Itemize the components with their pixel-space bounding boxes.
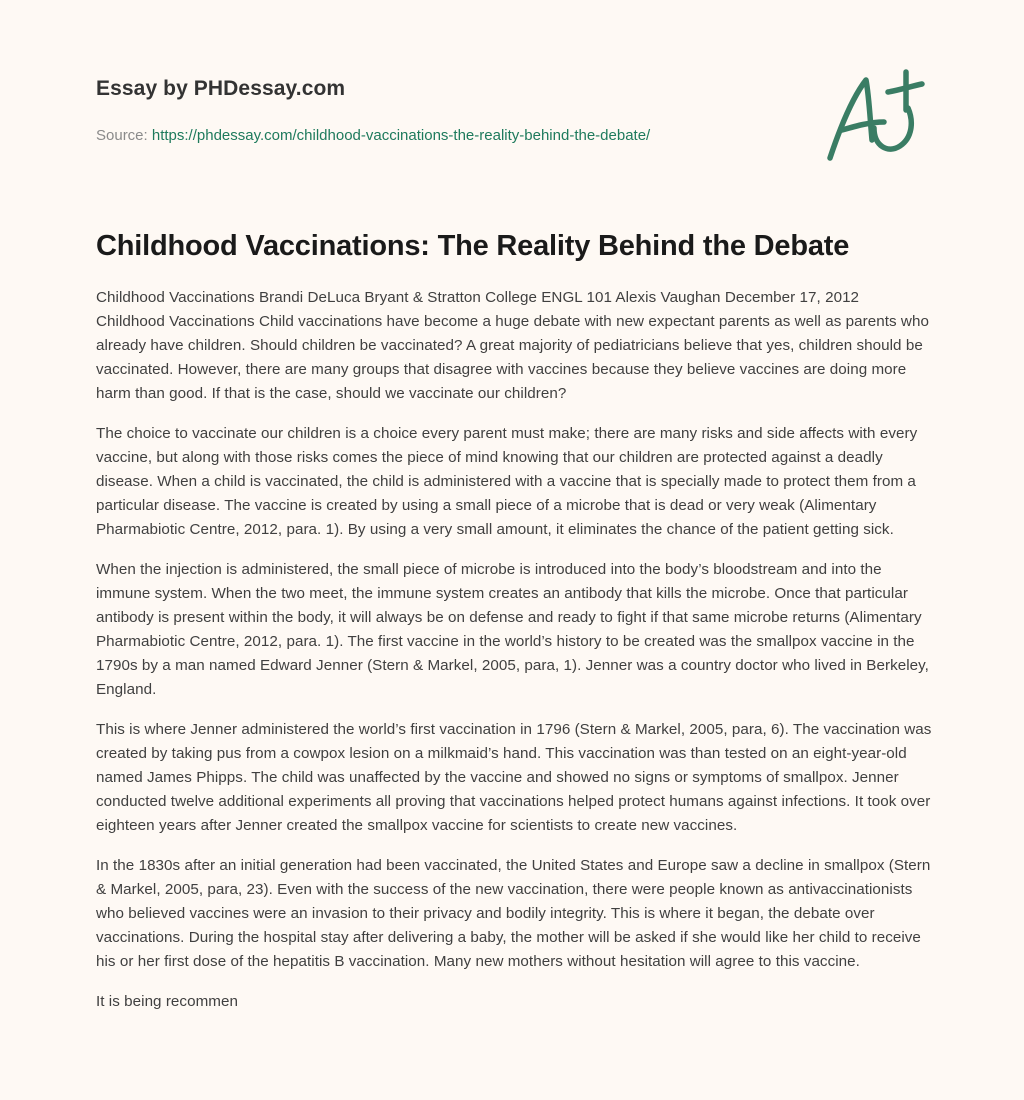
essay-paragraph: When the injection is administered, the small piece of microbe is introduced into the body’s bloodstream and into the immune system. When the two meet, the immune system creates an antibody that kills the microbe. Once that particular antibody is present within the body, it will always be on defense and ready to fight if that same microbe returns (Alimentary Pharmabiotic Centre, 2012, para. 1). The first vaccine in the world’s history to be created was the smallpox vaccine in the 1790s by a man named Edward Jenner (Stern & Markel, 2005, para, 1). Jenner was a country doctor who lived in Berkeley, England. [96, 561, 929, 698]
a-plus-grade-icon [822, 66, 930, 166]
essay-paragraph: In the 1830s after an initial generation had been vaccinated, the United States and Europe saw a decline in smallpox (Stern & Markel, 2005, para, 23). Even with the success of the new vaccination, there were people known as antivaccinationists who believed vaccines were an invasion to their privacy and bodily integrity. This is where it began, the debate over vaccinations. During the hospital stay after delivering a baby, the mother will be asked if she would like her child to receive his or her first dose of the hepatitis B vaccination. Many new mothers without hesitation will agree to this vaccine. [96, 857, 931, 970]
source-link[interactable]: https://phdessay.com/childhood-vaccinations-the-reality-behind-the-debate/ [151, 127, 651, 144]
essay-body [96, 286, 932, 1030]
essay-header [96, 74, 796, 146]
document-title: Childhood Vaccinations: The Reality Behind the Debate [96, 230, 850, 262]
essay-paragraph: Childhood Vaccinations Brandi DeLuca Bryant & Stratton College ENGL 101 Alexis Vaughan December 17, 2012 Childhood Vaccinations Child vaccinations have become a huge debate with new expectant parents as well as parents who already have children. Should children be vaccinated? A great majority of pediatricians believe that yes, children should be vaccinated. However, there are many groups that disagree with vaccines because they believe vaccines are doing more harm than good. If that is the case, should we vaccinate our children? [96, 289, 929, 402]
source-line [96, 126, 796, 146]
source-label: Source: [96, 127, 152, 144]
essay-paragraph: This is where Jenner administered the world’s first vaccination in 1796 (Stern & Markel, 2005, para, 6). The vaccination was created by taking pus from a cowpox lesion on a milkmaid’s hand. This vaccination was than tested on an eight-year-old named James Phipps. The child was unaffected by the vaccine and showed no signs or symptoms of smallpox. Jenner conducted twelve additional experiments all proving that vaccinations helped protect humans against infections. It took over eighteen years after Jenner created the smallpox vaccine for scientists to create new vaccines. [96, 721, 932, 834]
essay-paragraph-truncated: It is being recommen [96, 993, 238, 1010]
site-title: Essay by PHDessay.com [96, 77, 346, 100]
essay-paragraph: The choice to vaccinate our children is a choice every parent must make; there are many risks and side affects with every vaccine, but along with those risks comes the piece of mind knowing that our children are protected against a deadly disease. When a child is vaccinated, the child is administered with a vaccine that is specially made to protect them from a particular disease. The vaccine is created by using a small piece of a microbe that is dead or very weak (Alimentary Pharmabiotic Centre, 2012, para. 1). By using a very small amount, it eliminates the chance of the patient getting sick. [96, 425, 918, 538]
